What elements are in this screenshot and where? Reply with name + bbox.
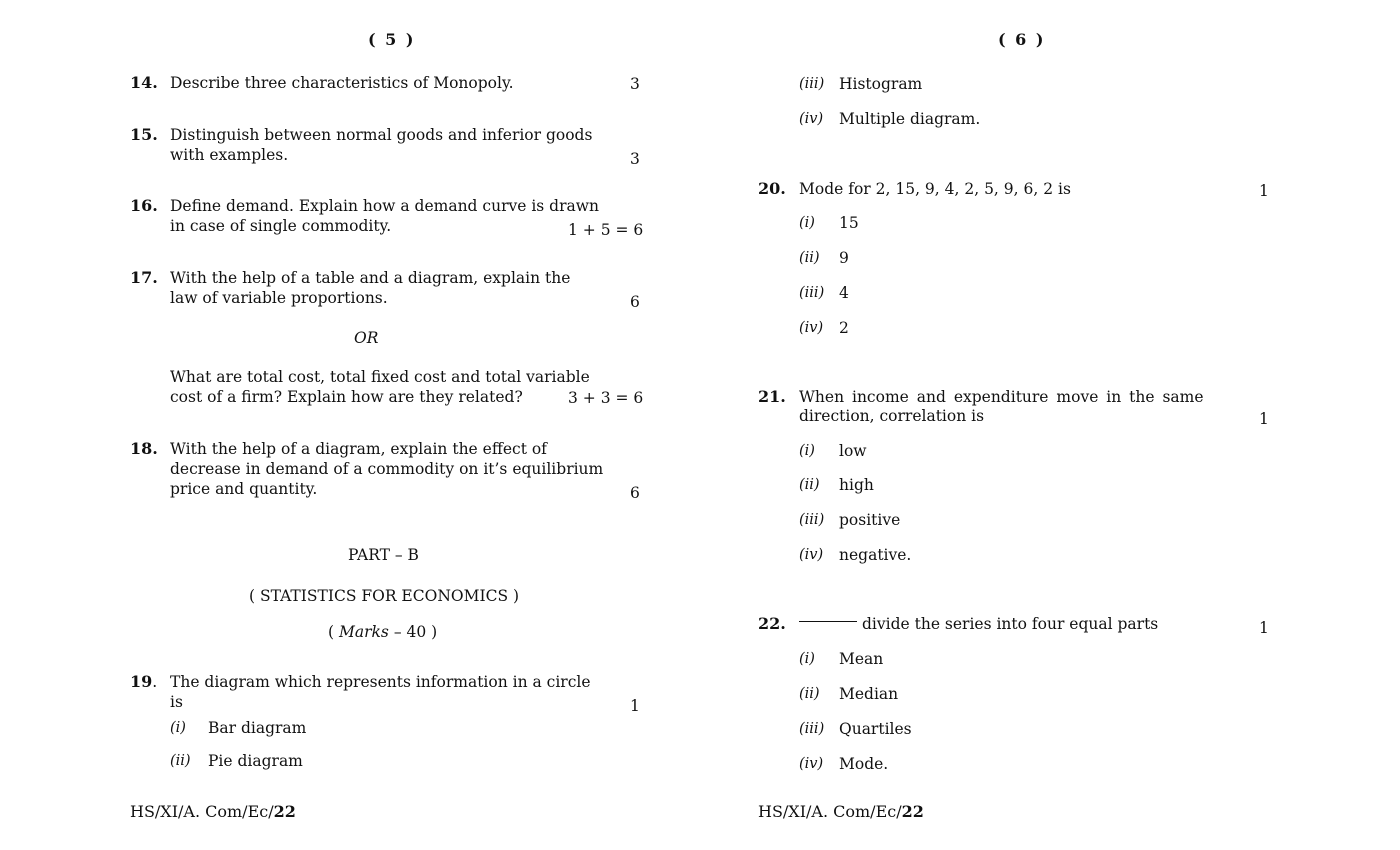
- option-text: Pie diagram: [208, 752, 303, 770]
- footer-number: 22: [901, 802, 924, 821]
- question-marks: 6: [630, 484, 640, 502]
- question-text-line-2: law of variable proportions.: [170, 289, 388, 307]
- page-footer: [758, 802, 924, 822]
- part-marks-open: (: [328, 623, 335, 641]
- question-number: [130, 672, 157, 692]
- option-text: positive: [839, 511, 901, 529]
- option-label: (ii): [799, 477, 820, 493]
- option-text: negative.: [839, 546, 912, 564]
- question-text-line-2: direction, correlation is: [799, 407, 985, 425]
- question-text-line-1: With the help of a table and a diagram, explain the: [170, 269, 571, 287]
- option-label: (i): [799, 651, 815, 667]
- right-page: [700, 0, 1400, 850]
- question-marks: 3: [630, 75, 640, 93]
- option-label: (i): [799, 215, 815, 231]
- part-marks-word: Marks: [339, 623, 389, 641]
- part-subtitle: ( STATISTICS FOR ECONOMICS ): [249, 587, 520, 605]
- option-text: Multiple diagram.: [839, 110, 981, 128]
- option-label: (ii): [799, 686, 820, 702]
- option-label: (iv): [799, 756, 824, 772]
- option-label: (i): [170, 720, 186, 736]
- option-text: Histogram: [839, 75, 923, 93]
- option-text: Median: [839, 685, 899, 703]
- option-text: Mode.: [839, 755, 889, 773]
- option-text: Bar diagram: [208, 719, 307, 737]
- option-label: (iv): [799, 320, 824, 336]
- option-label: (i): [799, 443, 815, 459]
- option-label: (iii): [799, 285, 825, 301]
- option-label: (iii): [799, 76, 825, 92]
- question-number: 16.: [130, 196, 158, 215]
- option-label: (iv): [799, 111, 824, 127]
- question-text-line-2: in case of single commodity.: [170, 217, 392, 235]
- fill-in-blank: [799, 621, 857, 622]
- question-text-line-1: The diagram which represents information in a circle: [170, 673, 591, 691]
- page-number-6: ( 6 ): [998, 30, 1046, 49]
- question-number: 17.: [130, 268, 158, 287]
- question-text-line-1: With the help of a diagram, explain the effect of: [170, 440, 547, 458]
- question-text-line-2: with examples.: [170, 146, 289, 164]
- part-title: PART – B: [348, 546, 419, 564]
- question-number: 15.: [130, 125, 158, 144]
- question-marks: 3: [630, 150, 640, 168]
- option-text: Quartiles: [839, 720, 912, 738]
- page-number-5: ( 5 ): [368, 30, 416, 49]
- question-text-line-1: Define demand. Explain how a demand curve is drawn: [170, 197, 599, 215]
- option-text: 2: [839, 319, 849, 337]
- option-text: 9: [839, 249, 849, 267]
- footer-code: HS/XI/A. Com/Ec/: [130, 802, 274, 821]
- option-text: low: [839, 442, 867, 460]
- question-marks: 1: [630, 697, 640, 715]
- option-label: (iii): [799, 512, 825, 528]
- question-number: 22.: [758, 614, 786, 633]
- question-text-line-1: Distinguish between normal goods and inferior goods: [170, 126, 593, 144]
- option-label: (ii): [170, 753, 191, 769]
- option-label: (ii): [799, 250, 820, 266]
- option-text: 15: [839, 214, 859, 232]
- alternative-marks: 3 + 3 = 6: [568, 389, 644, 407]
- question-marks: 1: [1259, 619, 1269, 637]
- part-marks: [328, 622, 437, 642]
- question-number-dot: .: [152, 673, 158, 691]
- question-number: 20.: [758, 179, 786, 198]
- question-text-line-2: is: [170, 693, 183, 711]
- alternative-text-line-2: cost of a firm? Explain how are they related?: [170, 388, 523, 406]
- question-text-content: divide the series into four equal parts: [862, 615, 1159, 633]
- footer-number: 22: [273, 802, 296, 821]
- option-label: (iii): [799, 721, 825, 737]
- question-number: 18.: [130, 439, 158, 458]
- question-text-line-2: decrease in demand of a commodity on it’s equilibrium: [170, 460, 604, 478]
- alternative-text-line-1: What are total cost, total fixed cost and total variable: [170, 368, 590, 386]
- option-label: (iv): [799, 547, 824, 563]
- option-text: 4: [839, 284, 849, 302]
- question-number: 21.: [758, 387, 786, 406]
- question-text: Mode for 2, 15, 9, 4, 2, 5, 9, 6, 2 is: [799, 180, 1071, 198]
- question-marks: 6: [630, 293, 640, 311]
- question-marks: 1: [1259, 182, 1269, 200]
- or-separator: OR: [354, 329, 379, 347]
- question-text-line-3: price and quantity.: [170, 480, 318, 498]
- question-text: [799, 614, 1158, 634]
- question-marks: 1: [1259, 410, 1269, 428]
- question-text-line-1: When income and expenditure move in the same: [799, 388, 1204, 406]
- option-text: high: [839, 476, 874, 494]
- question-number: 14.: [130, 73, 158, 92]
- question-number-digits: 19: [130, 672, 153, 691]
- question-marks: 1 + 5 = 6: [568, 221, 644, 239]
- part-marks-value: – 40 ): [393, 623, 438, 641]
- question-text: Describe three characteristics of Monopoly.: [170, 74, 514, 92]
- option-text: Mean: [839, 650, 884, 668]
- page-footer: [130, 802, 296, 822]
- footer-code: HS/XI/A. Com/Ec/: [758, 802, 902, 821]
